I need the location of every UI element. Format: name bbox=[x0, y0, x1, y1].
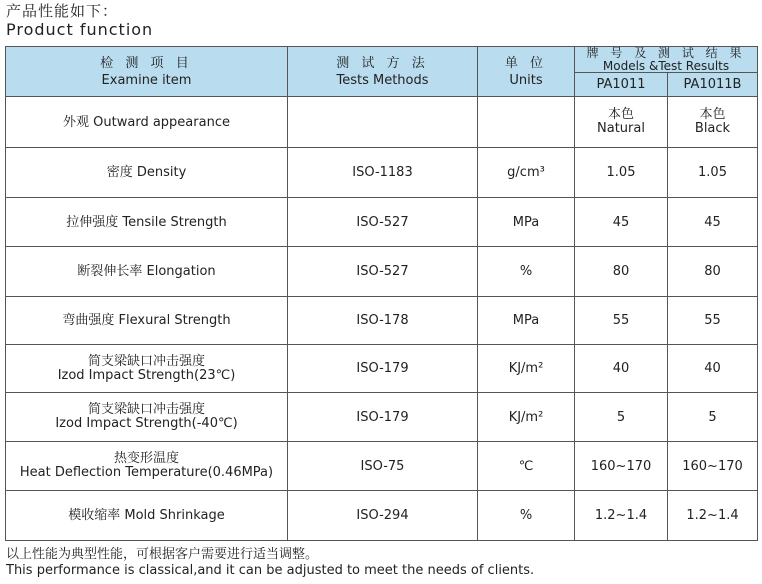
header-unit-cn: 单 位 bbox=[504, 55, 548, 71]
method-cell bbox=[288, 97, 478, 148]
header-models bbox=[575, 47, 758, 73]
unit-cell: KJ/m² bbox=[478, 345, 575, 393]
value-cell-pa1011: 1.05 bbox=[575, 148, 668, 198]
header-model-pa1011b: PA1011B bbox=[668, 73, 758, 97]
method-cell: ISO-178 bbox=[288, 297, 478, 345]
unit-cell: MPa bbox=[478, 297, 575, 345]
page-title-cn: 产品性能如下： bbox=[6, 2, 119, 20]
item-cell bbox=[6, 393, 288, 442]
item-en: Izod Impact Strength(-40℃) bbox=[55, 416, 238, 431]
value-cell-pa1011: 55 bbox=[575, 297, 668, 345]
table-row bbox=[6, 247, 758, 297]
item-cn: 热变形温度 bbox=[113, 451, 179, 466]
value-cell-pa1011: 5 bbox=[575, 393, 668, 442]
item-cell: 断裂伸长率 Elongation bbox=[6, 247, 288, 297]
item-cell: 外观 Outward appearance bbox=[6, 97, 288, 148]
unit-cell: ℃ bbox=[478, 442, 575, 491]
method-cell: ISO-527 bbox=[288, 198, 478, 247]
value-cell-pa1011b bbox=[668, 97, 758, 148]
item-cell bbox=[6, 442, 288, 491]
value-en: Black bbox=[694, 121, 731, 136]
header-item-en: Examine item bbox=[101, 72, 192, 88]
unit-cell: % bbox=[478, 491, 575, 541]
header-models-en: Models &Test Results bbox=[602, 59, 730, 73]
table-row bbox=[6, 442, 758, 491]
value-cn: 本色 bbox=[699, 107, 726, 122]
unit-cell: % bbox=[478, 247, 575, 297]
header-method-cn: 测 试 方 法 bbox=[336, 55, 429, 71]
value-cell-pa1011b: 80 bbox=[668, 247, 758, 297]
value-cell-pa1011: 1.2~1.4 bbox=[575, 491, 668, 541]
header-test-method bbox=[288, 47, 478, 97]
value-cell-pa1011b: 1.05 bbox=[668, 148, 758, 198]
header-units bbox=[478, 47, 575, 97]
value-cell-pa1011: 80 bbox=[575, 247, 668, 297]
properties-table bbox=[5, 46, 758, 541]
unit-cell: MPa bbox=[478, 198, 575, 247]
value-cell-pa1011: 40 bbox=[575, 345, 668, 393]
method-cell: ISO-294 bbox=[288, 491, 478, 541]
method-cell: ISO-75 bbox=[288, 442, 478, 491]
table-row bbox=[6, 393, 758, 442]
table-row bbox=[6, 198, 758, 247]
item-cn: 简支梁缺口冲击强度 bbox=[87, 402, 205, 417]
table-row bbox=[6, 491, 758, 541]
item-cell: 拉伸强度 Tensile Strength bbox=[6, 198, 288, 247]
item-en: Izod Impact Strength(23℃) bbox=[57, 367, 236, 383]
footer-note-en: This performance is classical,and it can be adjusted to meet the needs of clients. bbox=[6, 563, 535, 578]
header-item-cn: 检 测 项 目 bbox=[100, 55, 193, 71]
item-en: Heat Deflection Temperature(0.46MPa) bbox=[19, 465, 274, 480]
unit-cell: g/cm³ bbox=[478, 148, 575, 198]
method-cell: ISO-527 bbox=[288, 247, 478, 297]
table-row bbox=[6, 345, 758, 393]
footer-note-cn: 以上性能为典型性能，可根据客户需要进行适当调整。 bbox=[6, 547, 319, 562]
value-cell-pa1011: 160~170 bbox=[575, 442, 668, 491]
value-en: Natural bbox=[597, 121, 645, 136]
value-cell-pa1011 bbox=[575, 97, 668, 148]
header-unit-en: Units bbox=[509, 72, 543, 88]
header-method-en: Tests Methods bbox=[336, 72, 429, 88]
item-cell: 模收缩率 Mold Shrinkage bbox=[6, 491, 288, 541]
value-cell-pa1011b: 160~170 bbox=[668, 442, 758, 491]
value-cell-pa1011: 45 bbox=[575, 198, 668, 247]
item-cell: 弯曲强度 Flexural Strength bbox=[6, 297, 288, 345]
unit-cell: KJ/m² bbox=[478, 393, 575, 442]
value-cell-pa1011b: 40 bbox=[668, 345, 758, 393]
value-cell-pa1011b: 45 bbox=[668, 198, 758, 247]
method-cell: ISO-179 bbox=[288, 393, 478, 442]
item-cell: 密度 Density bbox=[6, 148, 288, 198]
method-cell: ISO-1183 bbox=[288, 148, 478, 198]
method-cell: ISO-179 bbox=[288, 345, 478, 393]
item-cell bbox=[6, 345, 288, 393]
table-row bbox=[6, 297, 758, 345]
header-model-pa1011: PA1011 bbox=[575, 73, 668, 97]
item-cn: 简支梁缺口冲击强度 bbox=[87, 353, 205, 369]
table-row bbox=[6, 97, 758, 148]
header-examine-item bbox=[6, 47, 288, 97]
value-cell-pa1011b: 5 bbox=[668, 393, 758, 442]
header-models-cn: 牌 号 及 测 试 结 果 bbox=[586, 46, 746, 60]
table-row bbox=[6, 148, 758, 198]
value-cn: 本色 bbox=[607, 107, 634, 122]
value-cell-pa1011b: 55 bbox=[668, 297, 758, 345]
value-cell-pa1011b: 1.2~1.4 bbox=[668, 491, 758, 541]
page-title-en: Product function bbox=[6, 20, 154, 39]
unit-cell bbox=[478, 97, 575, 148]
